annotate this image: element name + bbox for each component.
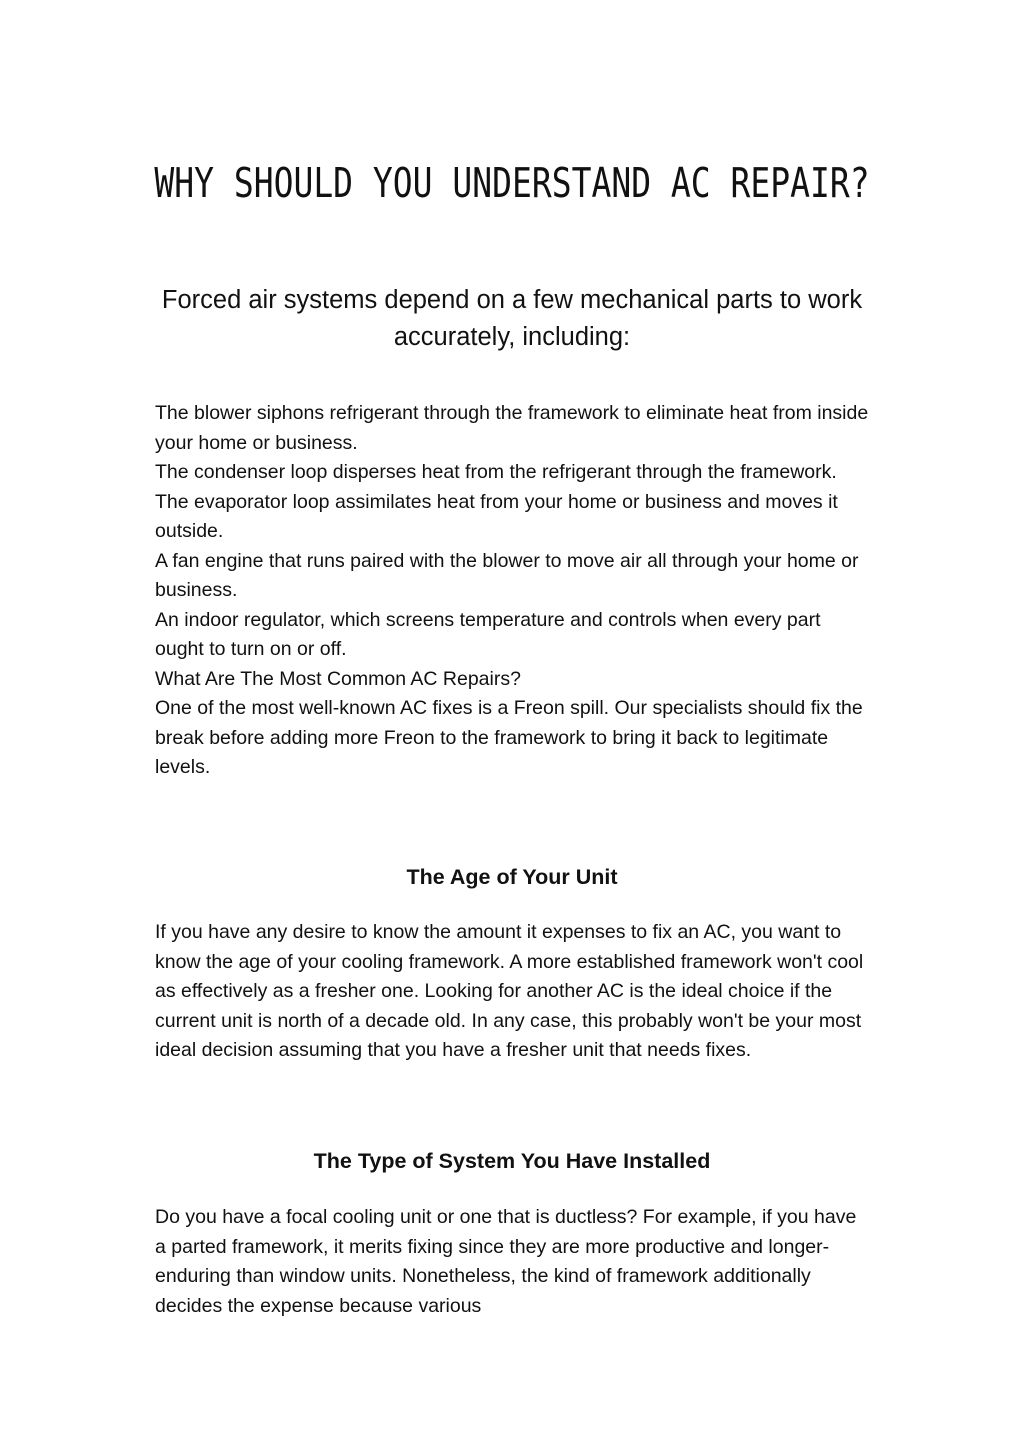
paragraph-text: Do you have a focal cooling unit or one that is ductless? For example, if you have a parted framework, it merits fixing since they are more productive and longer-enduring than window units. Nonetheless, the kind of framework additionally decides the expense because various bbox=[155, 1206, 857, 1317]
section-heading-system-type: The Type of System You Have Installed bbox=[313, 1149, 711, 1173]
intro-list bbox=[155, 399, 871, 783]
page-subtitle: Forced air systems depend on a few mechanical parts to work accurately, including: bbox=[161, 286, 863, 351]
section-paragraph-unit-age bbox=[155, 918, 871, 1066]
intro-line: One of the most well-known AC fixes is a Freon spill. Our specialists should fix the break before adding more Freon to the framework to bring it back to legitimate levels. bbox=[155, 697, 863, 778]
section-heading-unit-age: The Age of Your Unit bbox=[406, 865, 618, 889]
intro-line: The evaporator loop assimilates heat from your home or business and moves it outside. bbox=[155, 490, 838, 542]
section-paragraph-system-type bbox=[155, 1203, 871, 1321]
intro-line: An indoor regulator, which screens temperature and controls when every part ought to turn on or off. bbox=[155, 608, 821, 660]
intro-line: The blower siphons refrigerant through the framework to eliminate heat from inside your home or business. bbox=[155, 402, 869, 454]
paragraph-text: If you have any desire to know the amount it expenses to fix an AC, you want to know the age of your cooling framework. A more established framework won't cool as effectively as a fresher one. Looking for another AC is the ideal choice if the current unit is north of a decade old. In any case, this probably won't be your most ideal decision assuming that you have a fresher unit that needs fixes. bbox=[155, 921, 864, 1061]
intro-line: A fan engine that runs paired with the blower to move air all through your home or business. bbox=[155, 549, 859, 601]
intro-line: What Are The Most Common AC Repairs? bbox=[155, 667, 521, 690]
page-title: WHY SHOULD YOU UNDERSTAND AC REPAIR? bbox=[154, 158, 870, 207]
intro-line: The condenser loop disperses heat from the refrigerant through the framework. bbox=[155, 461, 837, 483]
